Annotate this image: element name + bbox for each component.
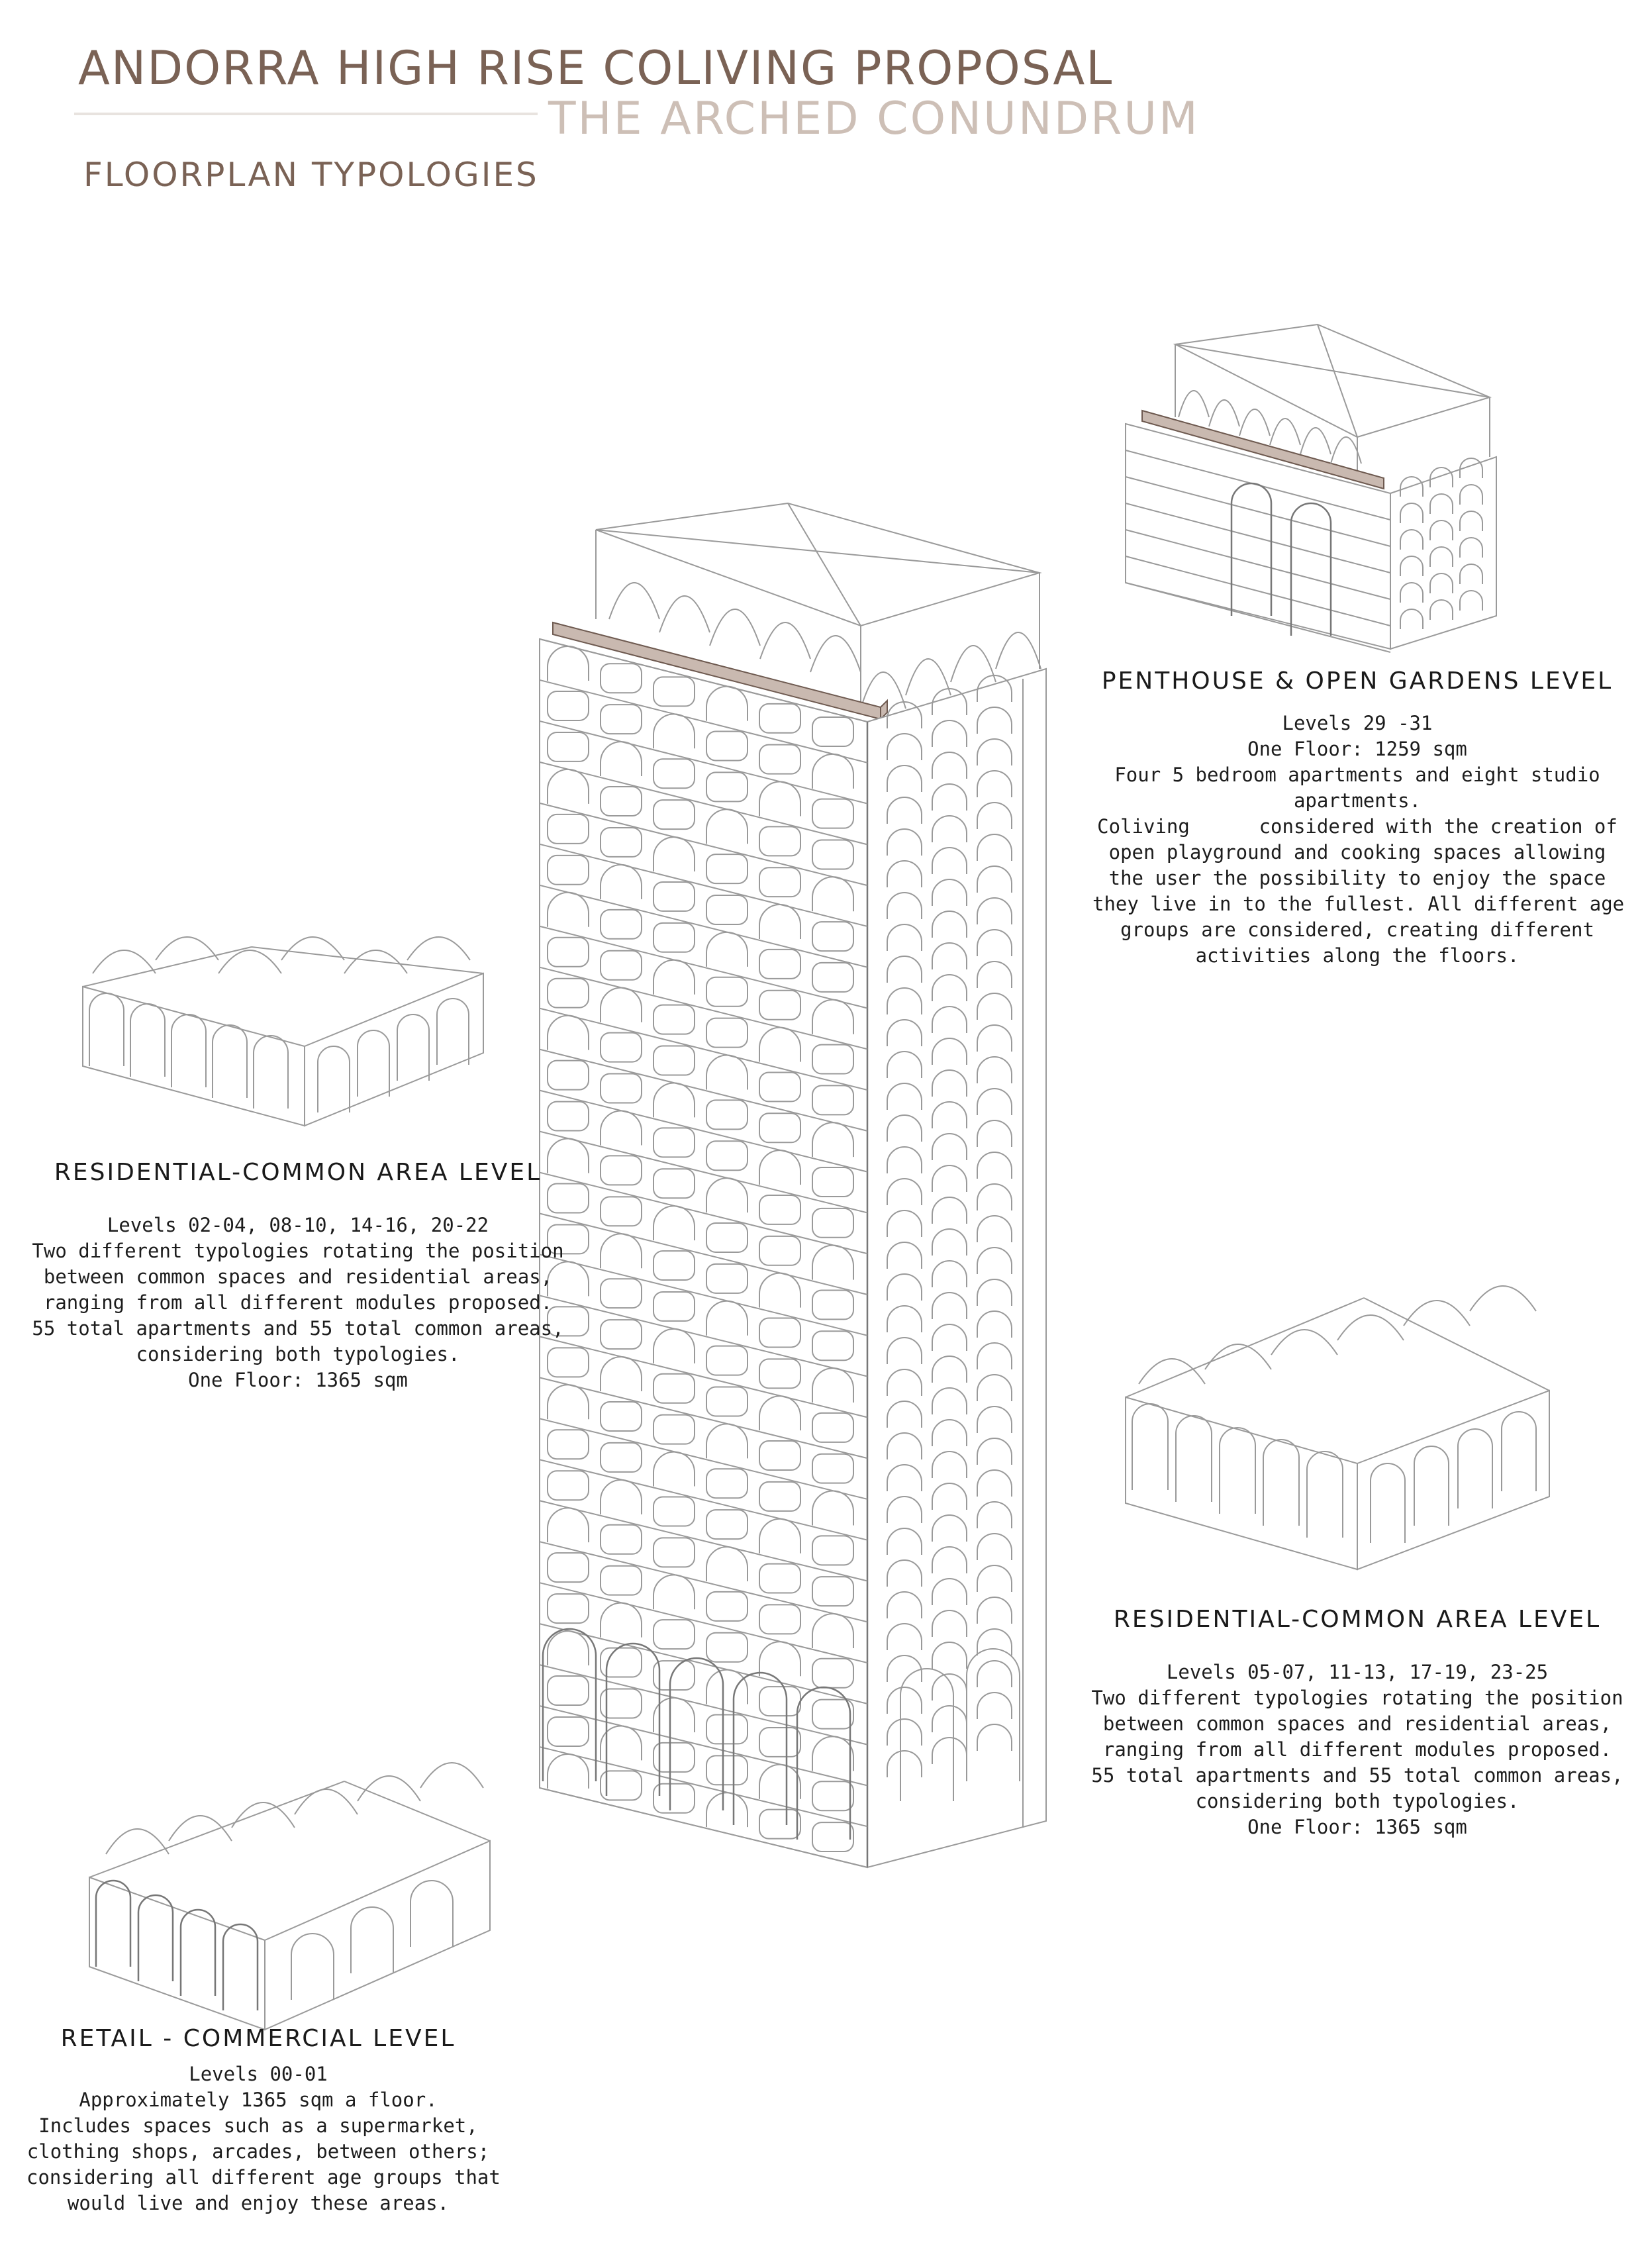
text-line: apartments. [1293,789,1422,812]
vault [407,937,470,960]
text-line: One Floor: 1365 sqm [1247,1816,1467,1838]
text-line: Two different typologies rotating the position [32,1240,564,1262]
residential-b-description [1086,1606,1629,1840]
text-line: groups are considered, creating different [1120,918,1594,941]
residential-a-heading: RESIDENTIAL-COMMON AREA LEVEL [54,1159,542,1186]
vault [295,1789,358,1814]
residential-b-lines [1086,1659,1629,1840]
text-line: open playground and cooking spaces allowing [1108,841,1606,863]
vault [169,1816,232,1841]
section-heading: FLOORPLAN TYPOLOGIES [83,156,539,194]
retail-lines [26,2061,501,2216]
residential-a-description [26,1159,569,1393]
vault [358,1776,420,1801]
roof-arch [760,622,810,659]
roof-arch [1270,419,1300,445]
text-line: Levels 05-07, 11-13, 17-19, 23-25 [1166,1661,1549,1683]
text-line: between common spaces and residential areas, [43,1265,553,1288]
roof-arch [810,636,861,672]
retail-description [26,2025,501,2216]
penthouse-description [1092,667,1625,969]
text-line: 55 total apartments and 55 total common areas, [1091,1764,1623,1787]
text-line: clothing shops, arcades, between others; [26,2140,490,2163]
text-line: considering both typologies. [136,1343,460,1365]
text-line: they live in to the fullest. All different age [1092,893,1625,915]
text-line: 55 total apartments and 55 total common areas, [32,1317,564,1340]
text-line: Two different typologies rotating the position [1091,1687,1623,1709]
vault [218,950,281,973]
roof-arch [1239,409,1270,436]
roof-arch [609,583,659,619]
penthouse-lines [1092,711,1625,969]
vault [1404,1301,1470,1326]
vault [93,950,156,973]
vault [420,1763,483,1788]
text-line: considering both typologies. [1195,1790,1520,1812]
text-line: between common spaces and residential areas, [1102,1712,1612,1735]
retail-heading: RETAIL - COMMERCIAL LEVEL [60,2025,456,2052]
text-line: One Floor: 1259 sqm [1247,738,1467,760]
text-line: One Floor: 1365 sqm [188,1369,408,1391]
page-title: ANDORRA HIGH RISE COLIVING PROPOSAL [78,41,1114,95]
text-line: Levels 02-04, 08-10, 14-16, 20-22 [107,1214,489,1236]
vault [1470,1286,1536,1311]
text-line: Levels 00-01 [189,2063,328,2085]
vault [1205,1344,1271,1369]
text-line: Approximately 1365 sqm a floor. [79,2089,438,2111]
vault [1139,1359,1205,1384]
text-line: Includes spaces such as a supermarket, [38,2114,478,2137]
text-line: Coliving considered with the creation of [1097,815,1618,838]
text-line: Four 5 bedroom apartments and eight studio [1114,764,1600,786]
text-line: ranging from all different modules proposed. [1102,1738,1612,1761]
vault [1337,1315,1404,1340]
text-line: activities along the floors. [1195,944,1520,967]
residential-b-heading: RESIDENTIAL-COMMON AREA LEVEL [1113,1606,1602,1633]
text-line: Levels 29 -31 [1282,712,1433,734]
vault [232,1802,295,1828]
page-subtitle: THE ARCHED CONUNDRUM [548,93,1200,145]
roof-arch [1179,391,1209,417]
roof-arch [659,596,710,632]
roof-arch [1209,400,1239,426]
text-line: ranging from all different modules proposed. [43,1291,553,1314]
roof-arch [710,609,760,646]
roof-arch [1300,428,1331,454]
residential-a-lines [26,1212,569,1393]
penthouse-heading: PENTHOUSE & OPEN GARDENS LEVEL [1101,667,1614,695]
vault [1271,1330,1337,1355]
roof-arch [996,632,1041,669]
vault [344,950,407,973]
text-line: would live and enjoy these areas. [67,2192,450,2214]
text-line: the user the possibility to enjoy the space [1108,867,1606,889]
text-line: considering all different age groups that [26,2166,501,2189]
